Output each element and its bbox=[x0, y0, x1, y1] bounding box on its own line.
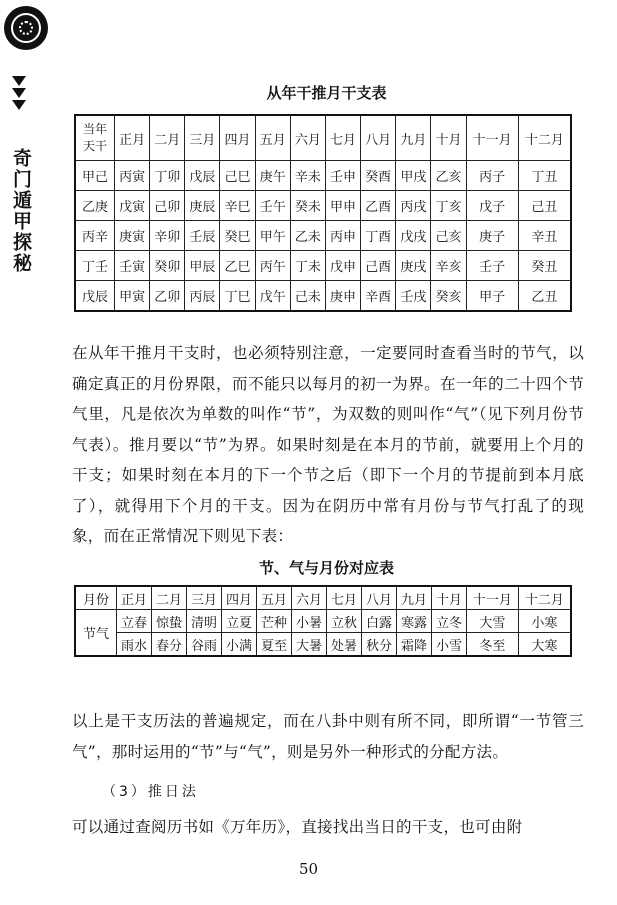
ganzhi-cell: 壬子 bbox=[466, 251, 518, 281]
qi-cell: 处暑 bbox=[327, 633, 362, 657]
ganzhi-cell: 壬寅 bbox=[115, 251, 150, 281]
table1-title: 从年干推月干支表 bbox=[266, 84, 387, 102]
qi-cell: 春分 bbox=[152, 633, 187, 657]
ganzhi-cell: 己丑 bbox=[518, 191, 571, 221]
year-gan-cell: 戊辰 bbox=[75, 281, 115, 312]
table-row bbox=[75, 610, 571, 633]
ganzhi-cell: 己未 bbox=[290, 281, 325, 312]
qi-cell: 大暑 bbox=[292, 633, 327, 657]
month-header: 三月 bbox=[187, 586, 222, 610]
ganzhi-cell: 丁卯 bbox=[150, 161, 185, 191]
ganzhi-cell: 辛丑 bbox=[518, 221, 571, 251]
month-header: 七月 bbox=[325, 115, 360, 161]
ganzhi-cell: 庚子 bbox=[466, 221, 518, 251]
ganzhi-cell: 戊申 bbox=[325, 251, 360, 281]
year-gan-cell: 丙辛 bbox=[75, 221, 115, 251]
ganzhi-cell: 丙申 bbox=[325, 221, 360, 251]
ganzhi-cell: 癸巳 bbox=[220, 221, 255, 251]
table2-title: 节、气与月份对应表 bbox=[258, 559, 394, 577]
ganzhi-cell: 壬戌 bbox=[396, 281, 431, 312]
jie-cell: 清明 bbox=[187, 610, 222, 633]
month-header: 九月 bbox=[397, 586, 432, 610]
paragraph-3: 可以通过查阅历书如《万年历》，直接找出当日的干支，也可由附 bbox=[72, 818, 523, 836]
ganzhi-cell: 癸卯 bbox=[150, 251, 185, 281]
ganzhi-cell: 甲子 bbox=[466, 281, 518, 312]
ganzhi-cell: 甲寅 bbox=[115, 281, 150, 312]
month-header: 十二月 bbox=[518, 586, 571, 610]
ganzhi-cell: 丙戌 bbox=[396, 191, 431, 221]
ganzhi-cell: 丙子 bbox=[466, 161, 518, 191]
jie-cell: 芒种 bbox=[257, 610, 292, 633]
ganzhi-cell: 乙酉 bbox=[361, 191, 396, 221]
ganzhi-cell: 甲辰 bbox=[185, 251, 220, 281]
month-header: 五月 bbox=[257, 586, 292, 610]
ganzhi-cell: 甲戌 bbox=[396, 161, 431, 191]
ganzhi-cell: 丙午 bbox=[255, 251, 290, 281]
month-header: 四月 bbox=[222, 586, 257, 610]
ganzhi-cell: 庚戌 bbox=[396, 251, 431, 281]
ganzhi-cell: 戊戌 bbox=[396, 221, 431, 251]
month-header: 四月 bbox=[220, 115, 255, 161]
ganzhi-cell: 庚辰 bbox=[185, 191, 220, 221]
month-header: 八月 bbox=[361, 115, 396, 161]
ganzhi-cell: 丁巳 bbox=[220, 281, 255, 312]
ganzhi-cell: 辛巳 bbox=[220, 191, 255, 221]
month-header: 十一月 bbox=[467, 586, 519, 610]
ganzhi-cell: 丙寅 bbox=[115, 161, 150, 191]
qi-cell: 小雪 bbox=[432, 633, 467, 657]
month-header: 六月 bbox=[290, 115, 325, 161]
month-header: 九月 bbox=[396, 115, 431, 161]
year-gan-cell: 乙庚 bbox=[75, 191, 115, 221]
corner-cell bbox=[75, 115, 115, 161]
month-header: 二月 bbox=[150, 115, 185, 161]
ganzhi-cell: 辛亥 bbox=[431, 251, 466, 281]
jie-cell: 立夏 bbox=[222, 610, 257, 633]
ganzhi-cell: 乙巳 bbox=[220, 251, 255, 281]
month-header: 十月 bbox=[432, 586, 467, 610]
ganzhi-cell: 乙丑 bbox=[518, 281, 571, 312]
ganzhi-cell: 癸酉 bbox=[361, 161, 396, 191]
table-row bbox=[75, 161, 571, 191]
ganzhi-cell: 甲午 bbox=[255, 221, 290, 251]
month-header: 正月 bbox=[117, 586, 152, 610]
ganzhi-cell: 壬午 bbox=[255, 191, 290, 221]
page-number: 50 bbox=[298, 860, 319, 878]
ganzhi-cell: 庚午 bbox=[255, 161, 290, 191]
ganzhi-cell: 丙辰 bbox=[185, 281, 220, 312]
ganzhi-cell: 庚申 bbox=[325, 281, 360, 312]
ganzhi-cell: 戊子 bbox=[466, 191, 518, 221]
jie-cell: 大雪 bbox=[467, 610, 519, 633]
ganzhi-cell: 戊辰 bbox=[185, 161, 220, 191]
ganzhi-cell: 戊寅 bbox=[115, 191, 150, 221]
month-header: 十月 bbox=[431, 115, 466, 161]
table-row bbox=[75, 633, 571, 657]
corner-line1: 当年 bbox=[82, 122, 107, 136]
year-gan-cell: 甲己 bbox=[75, 161, 115, 191]
month-header: 三月 bbox=[185, 115, 220, 161]
ganzhi-cell: 戊午 bbox=[255, 281, 290, 312]
ganzhi-cell: 甲申 bbox=[325, 191, 360, 221]
ganzhi-cell: 辛酉 bbox=[361, 281, 396, 312]
jieqi-month-table bbox=[74, 585, 572, 657]
year-gan-cell: 丁壬 bbox=[75, 251, 115, 281]
jie-cell: 立春 bbox=[117, 610, 152, 633]
month-header: 五月 bbox=[255, 115, 290, 161]
jie-cell: 立秋 bbox=[327, 610, 362, 633]
jie-cell: 白露 bbox=[362, 610, 397, 633]
table-row bbox=[75, 221, 571, 251]
month-header: 十一月 bbox=[466, 115, 518, 161]
section-heading: （3）推日法 bbox=[102, 784, 199, 800]
month-header: 七月 bbox=[327, 586, 362, 610]
month-header: 八月 bbox=[362, 586, 397, 610]
ganzhi-cell: 丁酉 bbox=[361, 221, 396, 251]
qi-cell: 夏至 bbox=[257, 633, 292, 657]
ganzhi-cell: 己巳 bbox=[220, 161, 255, 191]
ganzhi-cell: 辛未 bbox=[290, 161, 325, 191]
table-row bbox=[75, 191, 571, 221]
ganzhi-cell: 壬申 bbox=[325, 161, 360, 191]
month-header: 六月 bbox=[292, 586, 327, 610]
month-header: 十二月 bbox=[518, 115, 571, 161]
month-header: 二月 bbox=[152, 586, 187, 610]
qi-cell: 霜降 bbox=[397, 633, 432, 657]
ganzhi-cell: 辛卯 bbox=[150, 221, 185, 251]
ganzhi-cell: 己卯 bbox=[150, 191, 185, 221]
month-header: 正月 bbox=[115, 115, 150, 161]
jie-cell: 小寒 bbox=[518, 610, 571, 633]
ganzhi-cell: 乙未 bbox=[290, 221, 325, 251]
ganzhi-cell: 庚寅 bbox=[115, 221, 150, 251]
jieqi-label-cell: 节气 bbox=[75, 610, 117, 657]
ganzhi-cell: 丁丑 bbox=[518, 161, 571, 191]
qi-cell: 冬至 bbox=[467, 633, 519, 657]
table-row bbox=[75, 251, 571, 281]
ganzhi-cell: 丁亥 bbox=[431, 191, 466, 221]
ganzhi-cell: 壬辰 bbox=[185, 221, 220, 251]
ganzhi-cell: 癸亥 bbox=[431, 281, 466, 312]
ganzhi-cell: 丁未 bbox=[290, 251, 325, 281]
ganzhi-cell: 己亥 bbox=[431, 221, 466, 251]
jie-cell: 寒露 bbox=[397, 610, 432, 633]
book-title-vertical: 奇门遁甲探秘 bbox=[10, 148, 32, 274]
ganzhi-cell: 乙卯 bbox=[150, 281, 185, 312]
qi-cell: 大寒 bbox=[518, 633, 571, 657]
qi-cell: 雨水 bbox=[117, 633, 152, 657]
jie-cell: 惊蛰 bbox=[152, 610, 187, 633]
qi-cell: 秋分 bbox=[362, 633, 397, 657]
qi-cell: 小满 bbox=[222, 633, 257, 657]
jie-cell: 立冬 bbox=[432, 610, 467, 633]
ganzhi-cell: 癸未 bbox=[290, 191, 325, 221]
qi-cell: 谷雨 bbox=[187, 633, 222, 657]
yinyang-seal-icon bbox=[4, 6, 48, 50]
corner-line2: 天干 bbox=[82, 139, 107, 153]
month-ganzhi-table bbox=[74, 114, 572, 312]
ganzhi-cell: 乙亥 bbox=[431, 161, 466, 191]
ganzhi-cell: 己酉 bbox=[361, 251, 396, 281]
paragraph-2: 以上是干支历法的普遍规定，而在八卦中则有所不同，即所谓“一节管三气”，那时运用的“节”与“气”，则是另外一种形式的分配方法。 bbox=[72, 712, 584, 761]
month-label-cell: 月份 bbox=[75, 586, 117, 610]
ganzhi-cell: 癸丑 bbox=[518, 251, 571, 281]
paragraph-1: 在从年干推月干支时，也必须特别注意，一定要同时查看当时的节气，以确定真正的月份界限，而不能只以每月的初一为界。在一年的二十四个节气里，凡是依次为单数的叫作“节”，为双数的则叫作“气”（见下列月份节气表）。推月要以“节”为界。如果时刻是在本月的节前，就要用上个月的干支；如果时刻在本月的下一个节之后（即下一个月的节提前到本月底了），就得用下个月的干支。因为在阴历中常有月份与节气打乱了的现象，而在正常情况下则见下表： bbox=[72, 344, 584, 545]
jie-cell: 小暑 bbox=[292, 610, 327, 633]
table-row bbox=[75, 281, 571, 312]
